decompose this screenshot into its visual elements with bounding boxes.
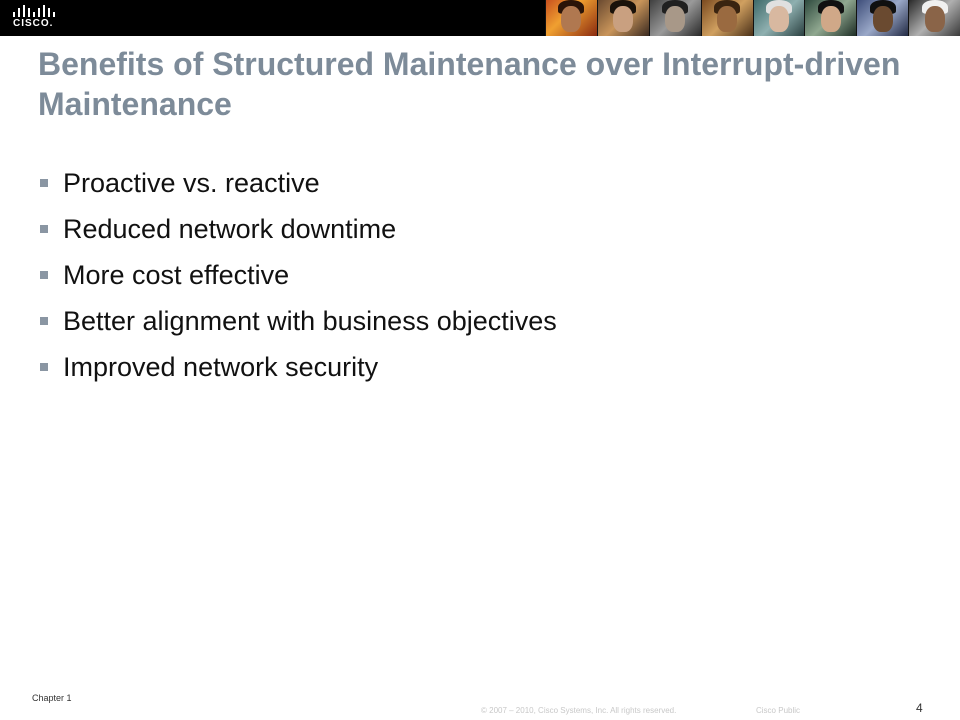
bullet-list [40,160,900,390]
banner-photo [701,0,753,36]
bullet-text: Improved network security [63,352,379,382]
bullet-text: Proactive vs. reactive [63,168,320,198]
square-bullet-icon [40,271,48,279]
footer-chapter: Chapter 1 [32,693,72,703]
bullet-item [40,344,900,390]
banner-photo [597,0,649,36]
square-bullet-icon [40,317,48,325]
banner-photo [649,0,701,36]
banner-photo [804,0,856,36]
banner-photo [545,0,597,36]
bullet-text: Better alignment with business objectives [63,306,557,336]
page-number: 4 [916,701,923,715]
footer-classification: Cisco Public [756,706,801,715]
footer-copyright: © 2007 – 2010, Cisco Systems, Inc. All rights reserved. [481,706,677,715]
bullet-text: More cost effective [63,260,290,290]
cisco-logo-text: CISCO. [13,18,54,29]
banner-photo [856,0,908,36]
cisco-bars-icon [12,5,56,18]
header-bar [0,0,960,36]
square-bullet-icon [40,363,48,371]
bullet-text: Reduced network downtime [63,214,397,244]
banner-photo [753,0,805,36]
banner-photo [908,0,960,36]
bullet-item [40,252,900,298]
bullet-item [40,160,900,206]
square-bullet-icon [40,179,48,187]
square-bullet-icon [40,225,48,233]
slide-title: Benefits of Structured Maintenance over Interrupt-driven Maintenance [38,46,901,122]
cisco-logo [12,5,56,31]
bullet-item [40,206,900,252]
bullet-item [40,298,900,344]
people-photo-strip [545,0,960,36]
